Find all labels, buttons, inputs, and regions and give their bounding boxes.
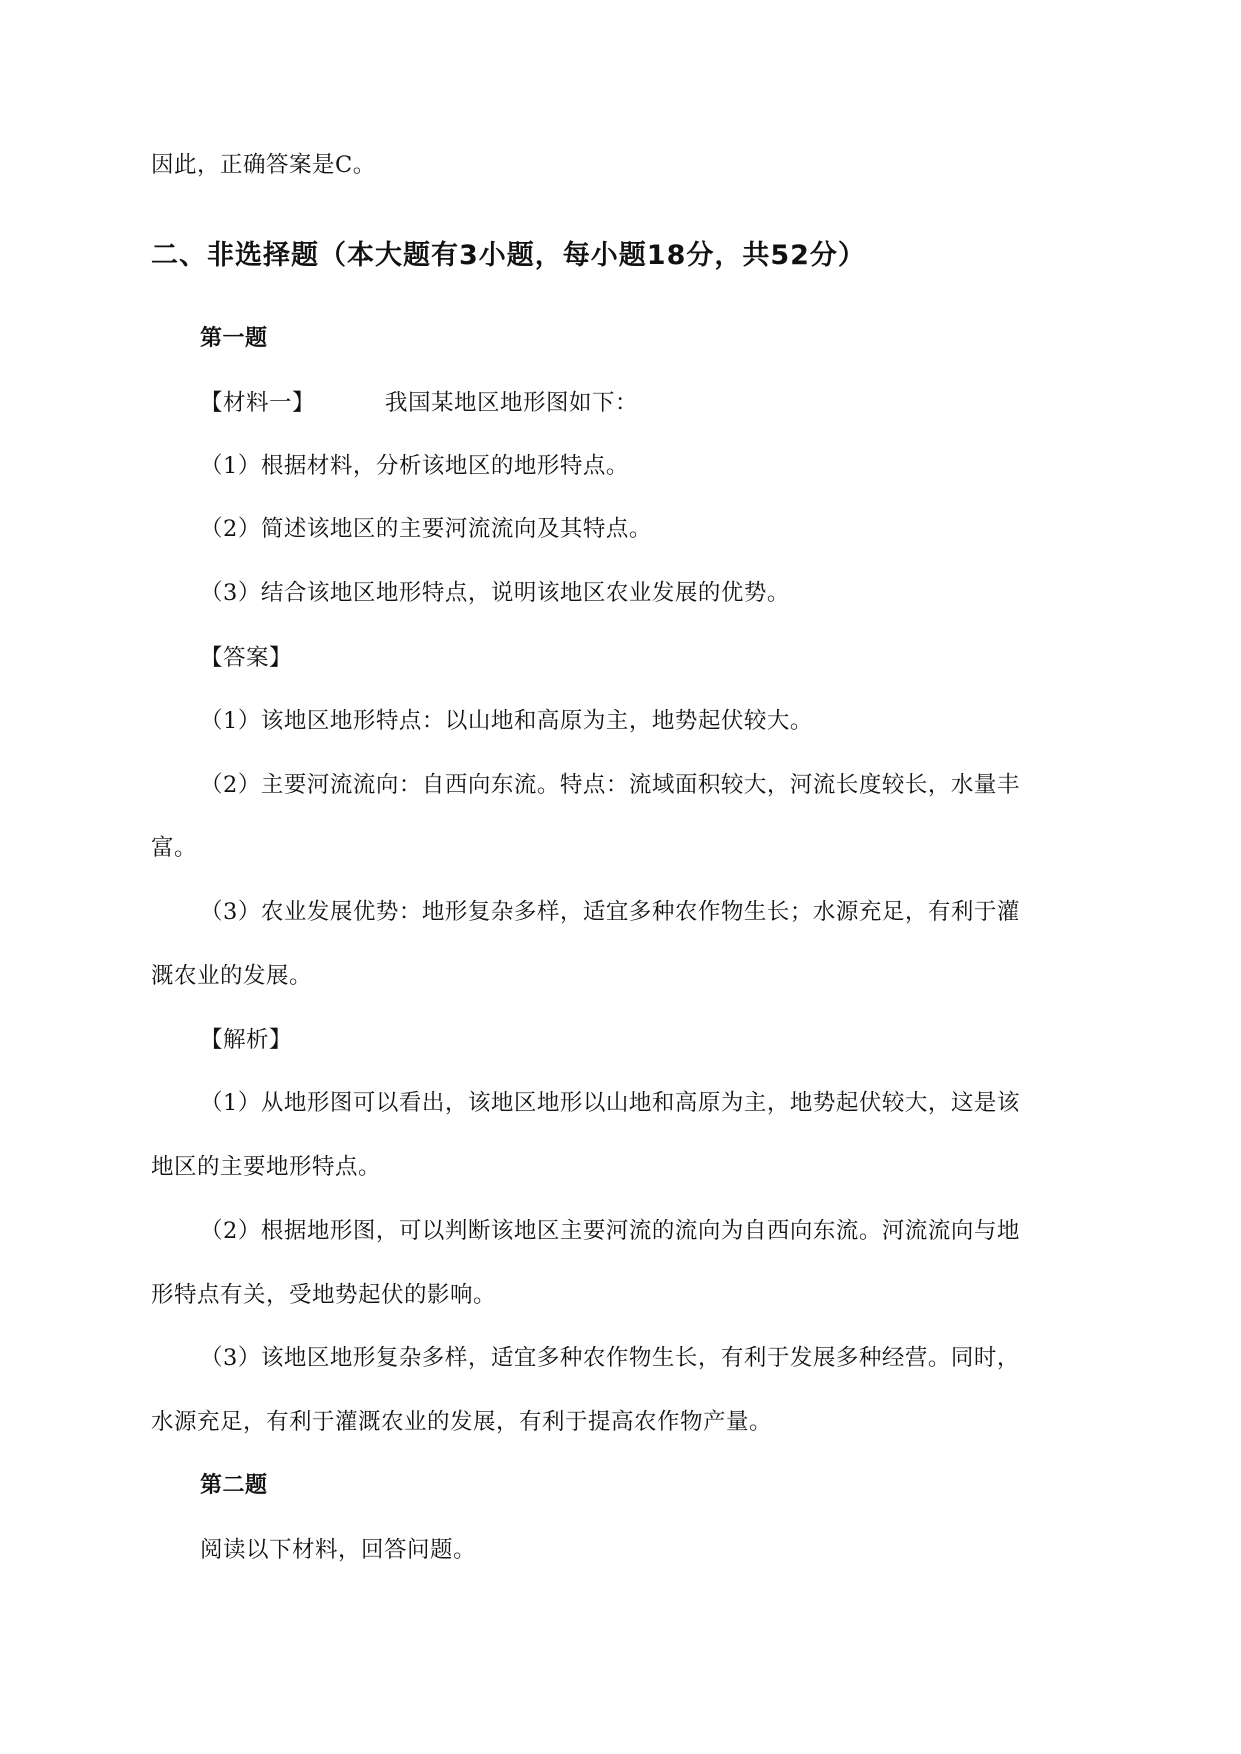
answer-1: （1）该地区地形特点：以山地和高原为主，地势起伏较大。 [200, 708, 813, 734]
question-2-intro: 阅读以下材料，回答问题。 [200, 1537, 477, 1563]
question-2-title: 第二题 [200, 1473, 268, 1498]
answer-conclusion: 因此，正确答案是C。 [151, 152, 376, 178]
material-line [200, 388, 1091, 418]
question-1-title: 第一题 [200, 326, 268, 351]
question-1-part-2: （2）简述该地区的主要河流流向及其特点。 [200, 516, 652, 542]
analysis-3-line-2: 水源充足，有利于灌溉农业的发展，有利于提高农作物产量。 [151, 1409, 773, 1435]
answer-tag: 【答案】 [200, 645, 293, 671]
answer-3-line-1: （3）农业发展优势：地形复杂多样，适宜多种农作物生长；水源充足，有利于灌 [200, 899, 1020, 925]
analysis-3-line-1: （3）该地区地形复杂多样，适宜多种农作物生长，有利于发展多种经营。同时， [200, 1345, 1020, 1371]
analysis-2-line-2: 形特点有关，受地势起伏的影响。 [151, 1282, 497, 1308]
analysis-1-line-1: （1）从地形图可以看出，该地区地形以山地和高原为主，地势起伏较大，这是该 [200, 1090, 1020, 1116]
material-text: 我国某地区地形图如下： [385, 390, 639, 416]
analysis-1-line-2: 地区的主要地形特点。 [151, 1154, 382, 1180]
answer-2-line-2: 富。 [151, 835, 198, 861]
question-1-part-1: （1）根据材料，分析该地区的地形特点。 [200, 453, 629, 479]
analysis-2-line-1: （2）根据地形图，可以判断该地区主要河流的流向为自西向东流。河流流向与地 [200, 1218, 1020, 1244]
answer-2-line-1: （2）主要河流流向：自西向东流。特点：流域面积较大，河流长度较长，水量丰 [200, 772, 1020, 798]
question-1-part-3: （3）结合该地区地形特点，说明该地区农业发展的优势。 [200, 580, 790, 606]
analysis-tag: 【解析】 [200, 1027, 293, 1053]
answer-3-line-2: 溉农业的发展。 [151, 963, 313, 989]
section-heading: 二、非选择题（本大题有3小题，每小题18分，共52分） [151, 240, 866, 271]
material-tag: 【材料一】 [200, 390, 316, 416]
